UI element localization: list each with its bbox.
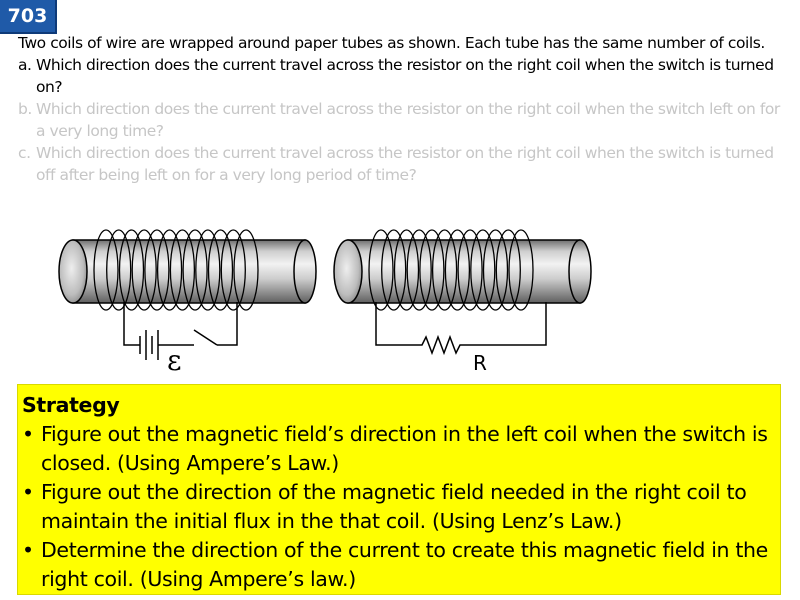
- problem-intro: Two coils of wire are wrapped around paper tubes as shown. Each tube has the same number of coils.: [18, 34, 765, 52]
- strategy-item-text: Determine the direction of the current to create this magnetic field in the right coil. (Using Ampere’s law.): [41, 538, 768, 591]
- resistor-label: R: [473, 351, 487, 375]
- problem-statement: [18, 32, 788, 186]
- left-tube-opening: [59, 240, 87, 303]
- bullet-icon: •: [22, 538, 34, 562]
- bullet-icon: •: [22, 480, 34, 504]
- question-c-label: c.: [18, 144, 31, 162]
- strategy-item: [22, 536, 780, 594]
- question-c: [18, 142, 788, 186]
- question-b-label: b.: [18, 100, 32, 118]
- left-tube-end: [294, 240, 316, 303]
- strategy-item-text: Figure out the direction of the magnetic field needed in the right coil to maintain the initial flux in the that coil. (Using Lenz’s Law.): [41, 480, 747, 533]
- strategy-item: [22, 478, 780, 536]
- right-tube-end: [569, 240, 591, 303]
- question-c-text: Which direction does the current travel across the resistor on the right coil when the switch is turned off after being left on for a very long period of time?: [36, 144, 774, 184]
- question-a-label: a.: [18, 56, 32, 74]
- coil-diagram: [0, 220, 800, 380]
- strategy-box: [17, 384, 781, 595]
- question-a: [18, 54, 788, 98]
- strategy-item-text: Figure out the magnetic field’s direction in the left coil when the switch is closed. (Using Ampere’s Law.): [41, 422, 768, 475]
- switch: [194, 330, 228, 345]
- question-b: [18, 98, 788, 142]
- right-coil: [334, 230, 591, 353]
- emf-label: ε: [167, 344, 182, 377]
- left-coil: [59, 230, 316, 360]
- problem-number-badge: 703: [0, 0, 57, 34]
- strategy-item: [22, 420, 780, 478]
- question-a-text: Which direction does the current travel across the resistor on the right coil when the switch is turned on?: [36, 56, 774, 96]
- right-tube-opening: [334, 240, 362, 303]
- question-b-text: Which direction does the current travel across the resistor on the right coil when the switch left on for a very long time?: [36, 100, 780, 140]
- bullet-icon: •: [22, 422, 34, 446]
- strategy-heading: Strategy: [22, 393, 120, 417]
